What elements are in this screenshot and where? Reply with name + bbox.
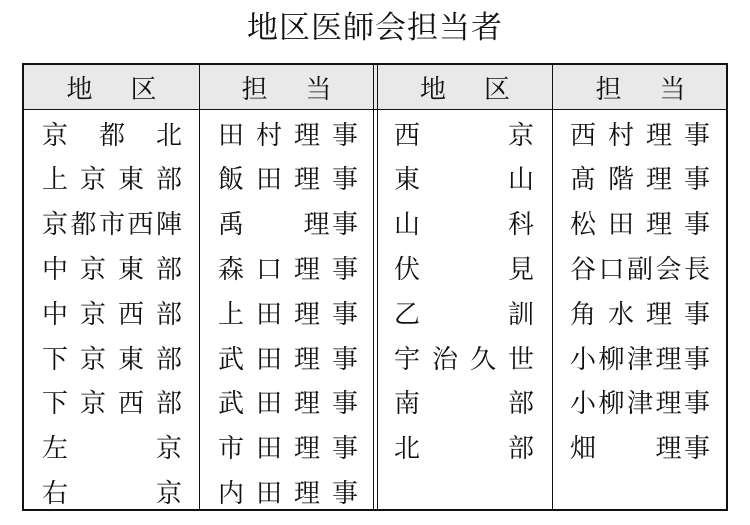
- right-area-cell: 乙 訓: [394, 299, 534, 330]
- right-person-cell: 西 村 理 事: [570, 120, 710, 151]
- left-person-cell: 武 田 理 事: [218, 389, 358, 420]
- left-person-cell: 内 田 理 事: [218, 478, 358, 509]
- left-person-cell: 武 田 理 事: [218, 344, 358, 375]
- left-area-cell: 京 都 市 西 陣: [42, 210, 182, 241]
- right-person-cell: 谷 口 副 会 長: [570, 254, 710, 285]
- right-area-cell: 南 部: [394, 389, 534, 420]
- left-area-cell: 下 京 西 部: [42, 389, 182, 420]
- page-title: 地区医師会担当者: [247, 10, 503, 46]
- right-area-cell: 伏 見: [394, 254, 534, 285]
- left-person-cell: 森 口 理 事: [218, 254, 358, 285]
- right-area-cell: 東 山: [394, 165, 534, 196]
- header-area-left: 地 区: [66, 74, 157, 105]
- right-area-cell: 北 部: [394, 434, 534, 465]
- right-area-cell: 西 京: [394, 120, 534, 151]
- right-person-cell: 松 田 理 事: [570, 210, 710, 241]
- left-area-cell: 中 京 西 部: [42, 299, 182, 330]
- left-area-cell: 中 京 東 部: [42, 254, 182, 285]
- center-double-divider: [373, 65, 378, 509]
- left-person-cell: 田 村 理 事: [218, 120, 358, 151]
- right-person-cell: 髙 階 理 事: [570, 165, 710, 196]
- left-person-cell: 飯 田 理 事: [218, 165, 358, 196]
- right-person-cell: 小 柳 津 理 事: [570, 389, 710, 420]
- right-person-cell: 小 柳 津 理 事: [570, 344, 710, 375]
- district-table: [22, 63, 728, 511]
- left-area-cell: 下 京 東 部: [42, 344, 182, 375]
- left-area-cell: 左 京: [42, 434, 182, 465]
- header-person-right: 担 当: [595, 74, 686, 105]
- right-person-cell: 畑 理 事: [570, 434, 710, 465]
- left-area-cell: 右 京: [42, 478, 182, 509]
- column-divider: [199, 65, 200, 509]
- right-area-cell: 宇 治 久 世: [394, 344, 534, 375]
- left-person-cell: 禹 理 事: [218, 210, 358, 241]
- left-person-cell: 市 田 理 事: [218, 434, 358, 465]
- header-person-left: 担 当: [241, 74, 332, 105]
- right-area-cell: 山 科: [394, 210, 534, 241]
- header-area-right: 地 区: [419, 74, 511, 105]
- left-person-cell: 上 田 理 事: [218, 299, 358, 330]
- column-divider: [552, 65, 553, 509]
- left-area-cell: 京 都 北: [42, 120, 182, 151]
- left-area-cell: 上 京 東 部: [42, 165, 182, 196]
- right-person-cell: 角 水 理 事: [570, 299, 710, 330]
